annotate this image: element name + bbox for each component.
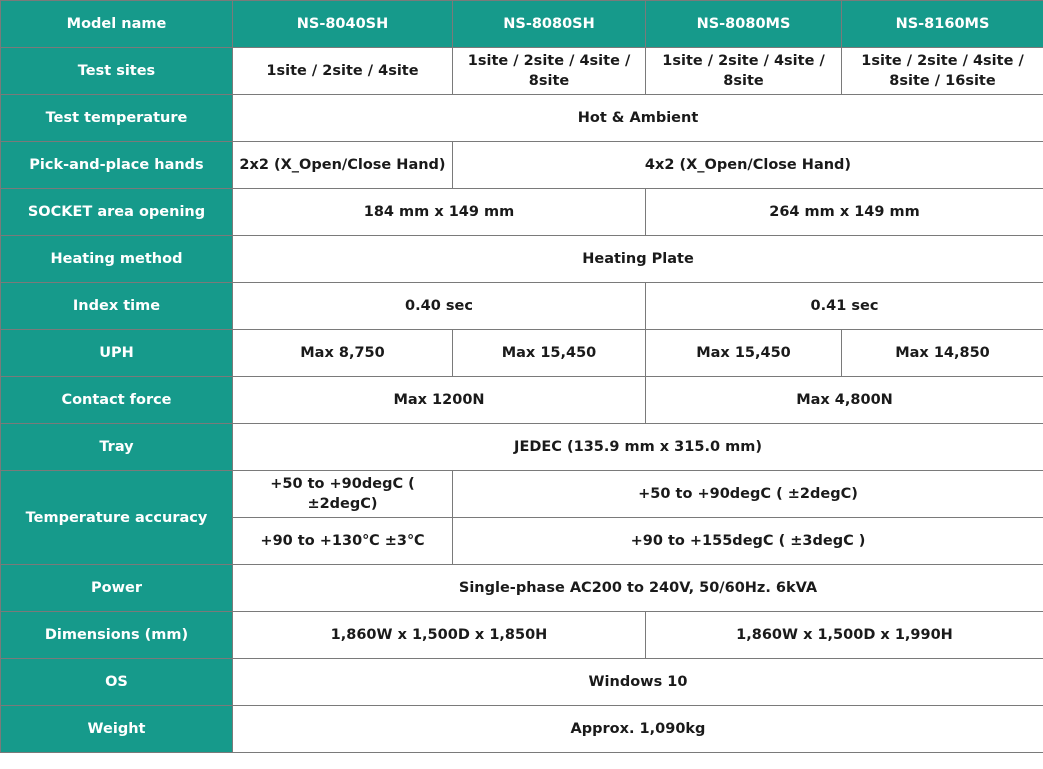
uph-value-4: Max 14,850 [842,330,1043,377]
heating-value: Heating Plate [233,236,1043,283]
test-sites-value-2: 1site / 2site / 4site / 8site [453,48,646,95]
socket-row [1,189,1043,236]
model-header-2: NS-8080SH [453,1,646,48]
os-label: OS [1,659,233,706]
dimensions-label: Dimensions (mm) [1,612,233,659]
index-time-label: Index time [1,283,233,330]
test-sites-value-1: 1site / 2site / 4site [233,48,453,95]
test-temperature-label: Test temperature [1,95,233,142]
socket-label: SOCKET area opening [1,189,233,236]
heating-label: Heating method [1,236,233,283]
model-header-1: NS-8040SH [233,1,453,48]
index-time-value-1-2: 0.40 sec [233,283,646,330]
test-sites-row [1,48,1043,95]
heating-row [1,236,1043,283]
uph-value-3: Max 15,450 [646,330,842,377]
weight-label: Weight [1,706,233,753]
uph-label: UPH [1,330,233,377]
model-header-4: NS-8160MS [842,1,1043,48]
dimensions-row [1,612,1043,659]
uph-row [1,330,1043,377]
weight-value: Approx. 1,090kg [233,706,1043,753]
os-value: Windows 10 [233,659,1043,706]
tray-value: JEDEC (135.9 mm x 315.0 mm) [233,424,1043,471]
temp-accuracy-value-2-4: +50 to +90degC ( ±2degC) [453,471,1043,518]
power-row [1,565,1043,612]
contact-force-row [1,377,1043,424]
dimensions-value-3-4: 1,860W x 1,500D x 1,990H [646,612,1043,659]
contact-force-value-1-2: Max 1200N [233,377,646,424]
socket-value-1-2: 184 mm x 149 mm [233,189,646,236]
index-time-row [1,283,1043,330]
temp-accuracy-high-value-2-4: +90 to +155degC ( ±3degC ) [453,518,1043,565]
test-sites-label: Test sites [1,48,233,95]
dimensions-value-1-2: 1,860W x 1,500D x 1,850H [233,612,646,659]
index-time-value-3-4: 0.41 sec [646,283,1043,330]
uph-value-1: Max 8,750 [233,330,453,377]
hands-value-2-4: 4x2 (X_Open/Close Hand) [453,142,1043,189]
test-temperature-value: Hot & Ambient [233,95,1043,142]
socket-value-3-4: 264 mm x 149 mm [646,189,1043,236]
os-row [1,659,1043,706]
hands-row [1,142,1043,189]
contact-force-label: Contact force [1,377,233,424]
weight-row [1,706,1043,753]
header-row [1,1,1043,48]
test-temperature-row [1,95,1043,142]
tray-row [1,424,1043,471]
tray-label: Tray [1,424,233,471]
model-header-3: NS-8080MS [646,1,842,48]
power-label: Power [1,565,233,612]
test-sites-value-4: 1site / 2site / 4site / 8site / 16site [842,48,1043,95]
contact-force-value-3-4: Max 4,800N [646,377,1043,424]
power-value: Single-phase AC200 to 240V, 50/60Hz. 6kVA [233,565,1043,612]
uph-value-2: Max 15,450 [453,330,646,377]
temp-accuracy-row-1 [1,471,1043,518]
hands-label: Pick-and-place hands [1,142,233,189]
temp-accuracy-label: Temperature accuracy [1,471,233,565]
temp-accuracy-high-value-1: +90 to +130℃ ±3℃ [233,518,453,565]
model-name-header: Model name [1,1,233,48]
test-sites-value-3: 1site / 2site / 4site / 8site [646,48,842,95]
temp-accuracy-value-1: +50 to +90degC ( ±2degC) [233,471,453,518]
hands-value-1: 2x2 (X_Open/Close Hand) [233,142,453,189]
